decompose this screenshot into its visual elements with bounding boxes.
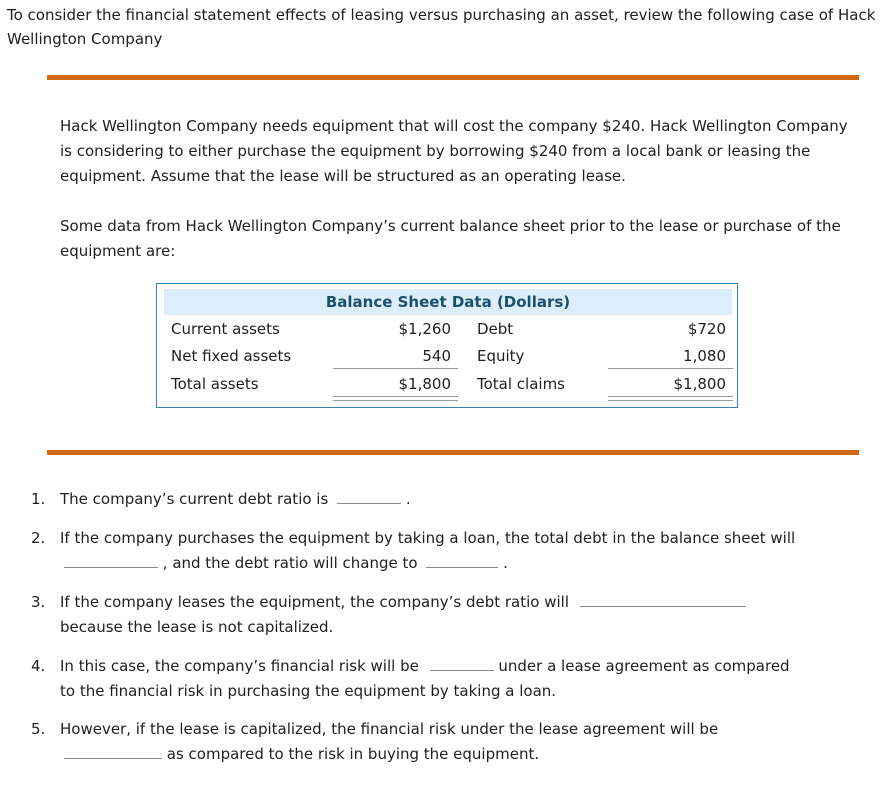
question-4 <box>60 654 860 704</box>
question-3 <box>60 590 860 640</box>
question-4-text: In this case, the company’s financial risk will be <box>60 657 419 675</box>
question-5-text: However, if the lease is capitalized, the financial risk under the lease agreement will be <box>60 720 719 738</box>
debt-value: $720 <box>687 320 726 338</box>
bottom-divider <box>47 450 859 455</box>
top-divider <box>47 75 859 80</box>
intro-text: To consider the financial statement effects of leasing versus purchasing an asset, review the following case of Hack Wellington Company <box>7 6 876 48</box>
total-assets-value: $1,800 <box>398 375 451 393</box>
question-2-end: . <box>503 554 508 572</box>
question-1 <box>60 487 860 512</box>
question-5 <box>60 717 860 767</box>
total-claims-label: Total claims <box>477 375 566 393</box>
question-2-text: If the company purchases the equipment by taking a loan, the total debt in the balance sheet will <box>60 529 796 547</box>
case-paragraph-1: Hack Wellington Company needs equipment that will cost the company $240. Hack Wellington Company is considering to either purchase the equipment by borrowing $240 from a local bank or leasing the equipment. Assume that the lease will be structured as an operating lease. <box>60 117 848 185</box>
equity-value: 1,080 <box>683 347 726 365</box>
question-4-answer-blank[interactable] <box>430 656 494 671</box>
current-assets-label: Current assets <box>171 320 280 338</box>
debt-label: Debt <box>477 320 514 338</box>
question-5-end: as compared to the risk in buying the equipment. <box>166 745 540 763</box>
question-5-number: 5. <box>31 720 46 738</box>
balance-sheet-title: Balance Sheet Data (Dollars) <box>164 289 732 315</box>
question-1-text: The company’s current debt ratio is <box>60 490 329 508</box>
question-3-number: 3. <box>31 593 46 611</box>
question-4-number: 4. <box>31 657 46 675</box>
question-1-answer-blank[interactable] <box>337 489 401 504</box>
question-4-mid: under a lease agreement as compared <box>498 657 790 675</box>
total-claims-value: $1,800 <box>673 375 726 393</box>
current-assets-value: $1,260 <box>398 320 451 338</box>
question-4-end: to the financial risk in purchasing the equipment by taking a loan. <box>60 682 557 700</box>
question-2-mid: , and the debt ratio will change to <box>162 554 418 572</box>
net-fixed-assets-label: Net fixed assets <box>171 347 292 365</box>
total-assets-label: Total assets <box>171 375 259 393</box>
claims-total-double-rule <box>608 396 733 401</box>
assets-total-double-rule <box>333 396 458 401</box>
question-1-end: . <box>405 490 411 508</box>
equity-label: Equity <box>477 347 525 365</box>
question-2-total-debt-blank[interactable] <box>64 553 158 568</box>
question-1-number: 1. <box>31 490 46 508</box>
question-2 <box>60 526 860 576</box>
question-2-debt-ratio-blank[interactable] <box>426 553 498 568</box>
net-fixed-assets-value: 540 <box>422 347 451 365</box>
balance-sheet-table <box>156 283 738 408</box>
question-3-answer-blank[interactable] <box>580 592 746 607</box>
question-2-number: 2. <box>31 529 46 547</box>
question-3-end: because the lease is not capitalized. <box>60 618 334 636</box>
question-3-text: If the company leases the equipment, the company’s debt ratio will <box>60 593 569 611</box>
assets-subtotal-rule <box>333 368 458 369</box>
case-paragraph-2: Some data from Hack Wellington Company’s current balance sheet prior to the lease or purchase of the equipment are: <box>60 217 841 260</box>
claims-subtotal-rule <box>608 368 733 369</box>
question-5-answer-blank[interactable] <box>64 744 162 759</box>
